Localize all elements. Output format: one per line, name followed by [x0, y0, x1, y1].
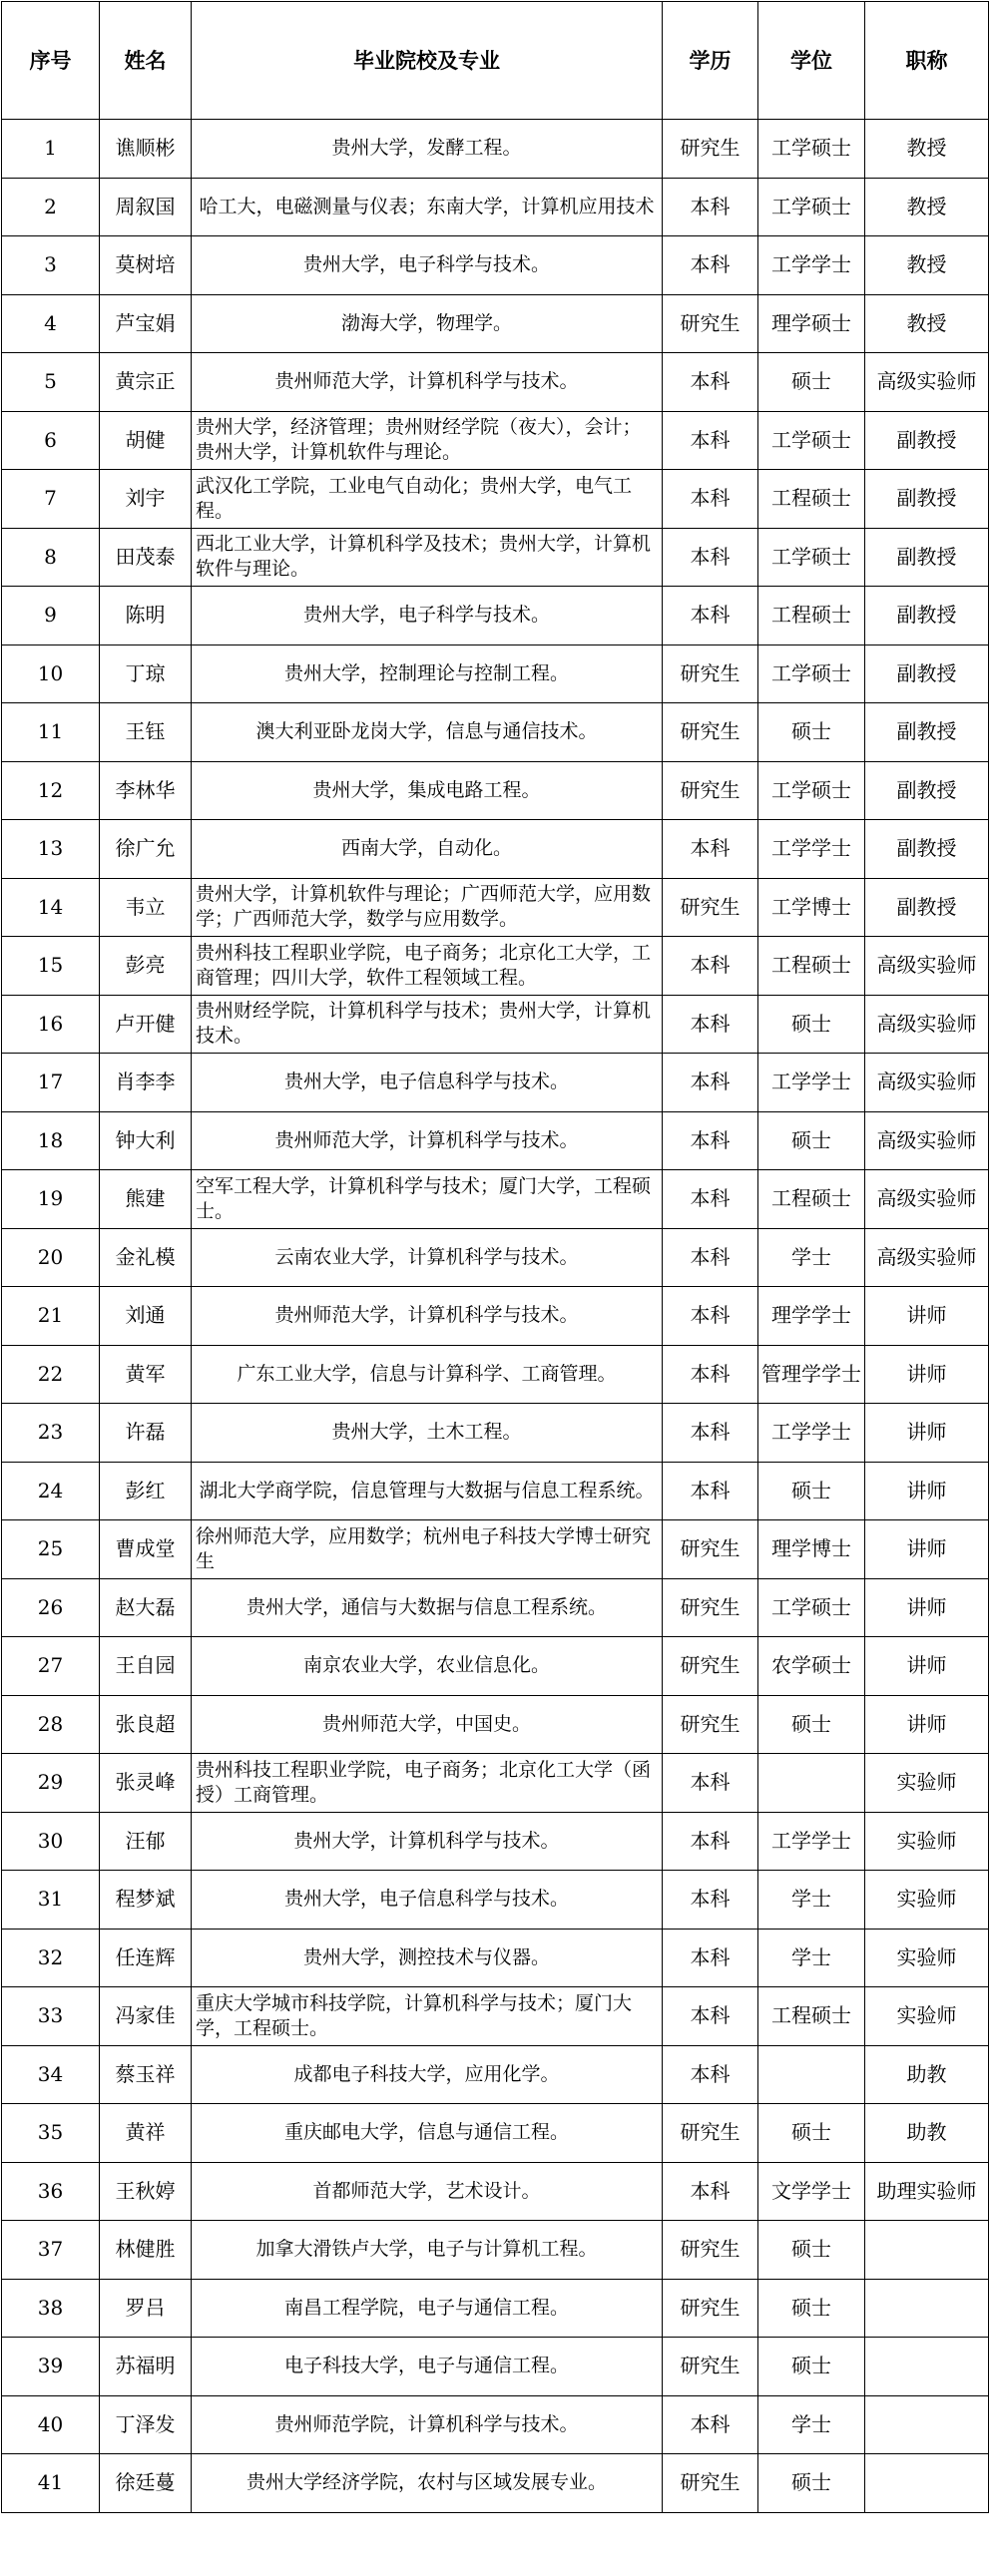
- cell-school: 重庆大学城市科技学院，计算机科学与技术；厦门大学，工程硕士。: [192, 1987, 663, 2046]
- cell-title: 教授: [865, 120, 989, 179]
- cell-degree: 学士: [758, 1871, 865, 1930]
- header-degree: 学位: [758, 2, 865, 120]
- cell-school: 云南农业大学，计算机科学与技术。: [192, 1228, 663, 1287]
- cell-title: 助教: [865, 2045, 989, 2104]
- cell-no: 39: [2, 2338, 100, 2396]
- cell-name: 钟大利: [100, 1111, 192, 1170]
- cell-name: 丁琼: [100, 644, 192, 703]
- cell-education: 本科: [663, 528, 758, 587]
- table-row: [2, 878, 989, 937]
- cell-school: 西南大学，自动化。: [192, 820, 663, 879]
- table-row: [2, 294, 989, 353]
- cell-school: 贵州师范大学，计算机科学与技术。: [192, 1111, 663, 1170]
- cell-no: 10: [2, 644, 100, 703]
- cell-title: 讲师: [865, 1404, 989, 1463]
- cell-no: 38: [2, 2279, 100, 2338]
- table-row: [2, 1695, 989, 1754]
- cell-name: 徐广允: [100, 820, 192, 879]
- cell-no: 40: [2, 2395, 100, 2454]
- cell-education: 本科: [663, 2162, 758, 2221]
- cell-no: 18: [2, 1111, 100, 1170]
- cell-degree: 工程硕士: [758, 1987, 865, 2046]
- cell-title: 实验师: [865, 1812, 989, 1871]
- cell-school: 成都电子科技大学，应用化学。: [192, 2045, 663, 2104]
- table-row: [2, 2454, 989, 2513]
- cell-title: 讲师: [865, 1345, 989, 1404]
- cell-degree: 农学硕士: [758, 1637, 865, 1696]
- table-row: [2, 644, 989, 703]
- cell-name: 黄祥: [100, 2104, 192, 2163]
- cell-degree: 硕士: [758, 1462, 865, 1520]
- cell-title: 副教授: [865, 761, 989, 820]
- cell-name: 莫树培: [100, 236, 192, 295]
- cell-title: 高级实验师: [865, 1111, 989, 1170]
- cell-degree: 工学硕士: [758, 528, 865, 587]
- cell-school: 贵州科技工程职业学院，电子商务；北京化工大学（函授）工商管理。: [192, 1754, 663, 1813]
- cell-name: 周叙国: [100, 178, 192, 236]
- cell-name: 田茂泰: [100, 528, 192, 587]
- cell-education: 本科: [663, 178, 758, 236]
- cell-no: 26: [2, 1578, 100, 1637]
- cell-no: 14: [2, 878, 100, 937]
- cell-education: 本科: [663, 1111, 758, 1170]
- cell-title: 讲师: [865, 1637, 989, 1696]
- cell-school: 哈工大，电磁测量与仪表；东南大学，计算机应用技术: [192, 178, 663, 236]
- cell-school: 贵州大学，测控技术与仪器。: [192, 1929, 663, 1987]
- cell-name: 彭红: [100, 1462, 192, 1520]
- cell-name: 陈明: [100, 587, 192, 645]
- cell-no: 17: [2, 1054, 100, 1112]
- cell-school: 贵州大学，经济管理；贵州财经学院（夜大），会计；贵州大学，计算机软件与理论。: [192, 411, 663, 470]
- cell-degree: 工学学士: [758, 1404, 865, 1463]
- cell-school: 南昌工程学院，电子与通信工程。: [192, 2279, 663, 2338]
- cell-name: 张灵峰: [100, 1754, 192, 1813]
- cell-education: 本科: [663, 1170, 758, 1229]
- cell-title: 副教授: [865, 878, 989, 937]
- table-row: [2, 2279, 989, 2338]
- cell-title: 讲师: [865, 1695, 989, 1754]
- cell-title: 副教授: [865, 703, 989, 762]
- cell-education: 研究生: [663, 1695, 758, 1754]
- cell-school: 徐州师范大学，应用数学；杭州电子科技大学博士研究生: [192, 1520, 663, 1579]
- cell-title: [865, 2395, 989, 2454]
- cell-degree: 硕士: [758, 2279, 865, 2338]
- cell-degree: 理学博士: [758, 1520, 865, 1579]
- cell-education: 研究生: [663, 294, 758, 353]
- cell-school: 贵州大学，电子科学与技术。: [192, 236, 663, 295]
- cell-name: 张良超: [100, 1695, 192, 1754]
- cell-degree: 工学博士: [758, 878, 865, 937]
- cell-education: 本科: [663, 587, 758, 645]
- cell-title: 副教授: [865, 644, 989, 703]
- cell-name: 任连辉: [100, 1929, 192, 1987]
- cell-name: 胡健: [100, 411, 192, 470]
- header-school: 毕业院校及专业: [192, 2, 663, 120]
- cell-no: 32: [2, 1929, 100, 1987]
- cell-degree: 理学硕士: [758, 294, 865, 353]
- header-name: 姓名: [100, 2, 192, 120]
- table-row: [2, 2338, 989, 2396]
- table-row: [2, 1462, 989, 1520]
- cell-name: 肖李李: [100, 1054, 192, 1112]
- cell-degree: 硕士: [758, 2221, 865, 2280]
- cell-education: 本科: [663, 1054, 758, 1112]
- cell-education: 本科: [663, 1345, 758, 1404]
- cell-education: 本科: [663, 1404, 758, 1463]
- cell-education: 本科: [663, 236, 758, 295]
- cell-school: 空军工程大学，计算机科学与技术；厦门大学，工程硕士。: [192, 1170, 663, 1229]
- cell-no: 36: [2, 2162, 100, 2221]
- cell-title: 教授: [865, 178, 989, 236]
- cell-title: 助理实验师: [865, 2162, 989, 2221]
- cell-education: 本科: [663, 470, 758, 529]
- cell-title: 实验师: [865, 1871, 989, 1930]
- cell-degree: 学士: [758, 1228, 865, 1287]
- table-body: [2, 120, 989, 2513]
- table-row: [2, 703, 989, 762]
- cell-no: 7: [2, 470, 100, 529]
- cell-education: 本科: [663, 1228, 758, 1287]
- cell-no: 29: [2, 1754, 100, 1813]
- cell-no: 23: [2, 1404, 100, 1463]
- cell-degree: 工学硕士: [758, 1578, 865, 1637]
- table-row: [2, 178, 989, 236]
- cell-no: 21: [2, 1287, 100, 1346]
- cell-degree: 硕士: [758, 2338, 865, 2396]
- cell-school: 电子科技大学，电子与通信工程。: [192, 2338, 663, 2396]
- cell-education: 研究生: [663, 2338, 758, 2396]
- header-row: [2, 2, 989, 120]
- cell-education: 本科: [663, 1871, 758, 1930]
- cell-name: 韦立: [100, 878, 192, 937]
- cell-title: 高级实验师: [865, 353, 989, 412]
- cell-school: 贵州大学，电子科学与技术。: [192, 587, 663, 645]
- cell-education: 本科: [663, 1812, 758, 1871]
- cell-education: 本科: [663, 820, 758, 879]
- cell-name: 丁泽发: [100, 2395, 192, 2454]
- cell-title: 高级实验师: [865, 1054, 989, 1112]
- cell-name: 林健胜: [100, 2221, 192, 2280]
- cell-degree: 工学硕士: [758, 761, 865, 820]
- cell-degree: 学士: [758, 1929, 865, 1987]
- cell-school: 贵州师范大学，计算机科学与技术。: [192, 353, 663, 412]
- cell-title: 副教授: [865, 411, 989, 470]
- cell-education: 研究生: [663, 703, 758, 762]
- cell-school: 渤海大学，物理学。: [192, 294, 663, 353]
- cell-degree: 学士: [758, 2395, 865, 2454]
- cell-school: 湖北大学商学院，信息管理与大数据与信息工程系统。: [192, 1462, 663, 1520]
- cell-title: 讲师: [865, 1287, 989, 1346]
- cell-school: 贵州师范大学，计算机科学与技术。: [192, 1287, 663, 1346]
- cell-no: 12: [2, 761, 100, 820]
- table-row: [2, 1404, 989, 1463]
- table-row: [2, 1170, 989, 1229]
- cell-no: 31: [2, 1871, 100, 1930]
- table-row: [2, 1754, 989, 1813]
- table-row: [2, 2221, 989, 2280]
- table-row: [2, 1345, 989, 1404]
- header-title: 职称: [865, 2, 989, 120]
- cell-degree: 工学硕士: [758, 178, 865, 236]
- cell-education: 本科: [663, 1462, 758, 1520]
- cell-title: [865, 2279, 989, 2338]
- cell-degree: 工程硕士: [758, 470, 865, 529]
- cell-name: 徐廷蔓: [100, 2454, 192, 2513]
- cell-degree: 硕士: [758, 1695, 865, 1754]
- table-row: [2, 2395, 989, 2454]
- table-row: [2, 236, 989, 295]
- header-no: 序号: [2, 2, 100, 120]
- cell-degree: 硕士: [758, 1111, 865, 1170]
- cell-school: 广东工业大学，信息与计算科学、工商管理。: [192, 1345, 663, 1404]
- cell-no: 33: [2, 1987, 100, 2046]
- cell-school: 贵州大学，发酵工程。: [192, 120, 663, 179]
- cell-degree: 硕士: [758, 995, 865, 1054]
- cell-education: 研究生: [663, 1520, 758, 1579]
- cell-degree: 工程硕士: [758, 587, 865, 645]
- cell-degree: 理学学士: [758, 1287, 865, 1346]
- cell-title: 高级实验师: [865, 937, 989, 996]
- cell-school: 贵州大学，计算机科学与技术。: [192, 1812, 663, 1871]
- cell-no: 5: [2, 353, 100, 412]
- cell-degree: 工学硕士: [758, 411, 865, 470]
- cell-no: 22: [2, 1345, 100, 1404]
- cell-school: 贵州财经学院，计算机科学与技术；贵州大学，计算机技术。: [192, 995, 663, 1054]
- cell-name: 许磊: [100, 1404, 192, 1463]
- cell-name: 汪郁: [100, 1812, 192, 1871]
- cell-title: 副教授: [865, 470, 989, 529]
- cell-school: 贵州大学，集成电路工程。: [192, 761, 663, 820]
- cell-title: 实验师: [865, 1987, 989, 2046]
- cell-no: 25: [2, 1520, 100, 1579]
- staff-table: [1, 1, 989, 2513]
- table-row: [2, 120, 989, 179]
- cell-no: 9: [2, 587, 100, 645]
- cell-school: 贵州大学，控制理论与控制工程。: [192, 644, 663, 703]
- table-row: [2, 1287, 989, 1346]
- cell-no: 2: [2, 178, 100, 236]
- cell-no: 8: [2, 528, 100, 587]
- cell-title: 实验师: [865, 1929, 989, 1987]
- cell-title: 高级实验师: [865, 995, 989, 1054]
- cell-title: 实验师: [865, 1754, 989, 1813]
- cell-education: 本科: [663, 353, 758, 412]
- table-row: [2, 2104, 989, 2163]
- table-row: [2, 2162, 989, 2221]
- table-row: [2, 2045, 989, 2104]
- cell-school: 贵州大学经济学院，农村与区域发展专业。: [192, 2454, 663, 2513]
- table-row: [2, 353, 989, 412]
- cell-title: 助教: [865, 2104, 989, 2163]
- cell-school: 贵州师范大学，中国史。: [192, 1695, 663, 1754]
- cell-name: 曹成堂: [100, 1520, 192, 1579]
- cell-name: 冯家佳: [100, 1987, 192, 2046]
- cell-no: 6: [2, 411, 100, 470]
- cell-education: 本科: [663, 1987, 758, 2046]
- cell-name: 程梦斌: [100, 1871, 192, 1930]
- cell-degree: [758, 1754, 865, 1813]
- table-row: [2, 1637, 989, 1696]
- cell-degree: 工学学士: [758, 1812, 865, 1871]
- cell-name: 谯顺彬: [100, 120, 192, 179]
- table-row: [2, 1578, 989, 1637]
- cell-no: 3: [2, 236, 100, 295]
- cell-education: 研究生: [663, 644, 758, 703]
- table-row: [2, 1929, 989, 1987]
- cell-school: 贵州科技工程职业学院，电子商务；北京化工大学，工商管理；四川大学，软件工程领域工程。: [192, 937, 663, 996]
- cell-degree: 工学硕士: [758, 120, 865, 179]
- cell-name: 王秋婷: [100, 2162, 192, 2221]
- cell-no: 4: [2, 294, 100, 353]
- cell-degree: 硕士: [758, 703, 865, 762]
- cell-school: 贵州大学，土木工程。: [192, 1404, 663, 1463]
- cell-no: 24: [2, 1462, 100, 1520]
- cell-education: 本科: [663, 1754, 758, 1813]
- table-row: [2, 995, 989, 1054]
- cell-title: 副教授: [865, 587, 989, 645]
- table-row: [2, 1228, 989, 1287]
- cell-name: 赵大磊: [100, 1578, 192, 1637]
- cell-education: 本科: [663, 1287, 758, 1346]
- cell-education: 研究生: [663, 2279, 758, 2338]
- cell-name: 王钰: [100, 703, 192, 762]
- table-row: [2, 937, 989, 996]
- cell-school: 贵州大学，通信与大数据与信息工程系统。: [192, 1578, 663, 1637]
- cell-education: 本科: [663, 1929, 758, 1987]
- table-row: [2, 411, 989, 470]
- cell-school: 澳大利亚卧龙岗大学，信息与通信技术。: [192, 703, 663, 762]
- cell-degree: [758, 2045, 865, 2104]
- cell-title: 讲师: [865, 1520, 989, 1579]
- cell-education: 研究生: [663, 878, 758, 937]
- cell-school: 首都师范大学，艺术设计。: [192, 2162, 663, 2221]
- header-education: 学历: [663, 2, 758, 120]
- table-row: [2, 1871, 989, 1930]
- cell-degree: 硕士: [758, 2104, 865, 2163]
- cell-title: 讲师: [865, 1462, 989, 1520]
- cell-name: 刘宇: [100, 470, 192, 529]
- cell-school: 贵州大学，计算机软件与理论；广西师范大学，应用数学；广西师范大学，数学与应用数学。: [192, 878, 663, 937]
- cell-title: [865, 2338, 989, 2396]
- cell-school: 西北工业大学，计算机科学及技术；贵州大学，计算机软件与理论。: [192, 528, 663, 587]
- cell-no: 13: [2, 820, 100, 879]
- cell-school: 南京农业大学，农业信息化。: [192, 1637, 663, 1696]
- cell-name: 罗吕: [100, 2279, 192, 2338]
- cell-degree: 管理学学士: [758, 1345, 865, 1404]
- cell-name: 苏福明: [100, 2338, 192, 2396]
- cell-no: 19: [2, 1170, 100, 1229]
- cell-title: 教授: [865, 294, 989, 353]
- cell-education: 本科: [663, 2045, 758, 2104]
- cell-title: [865, 2221, 989, 2280]
- cell-education: 研究生: [663, 2104, 758, 2163]
- cell-name: 彭亮: [100, 937, 192, 996]
- cell-name: 金礼模: [100, 1228, 192, 1287]
- cell-name: 卢开健: [100, 995, 192, 1054]
- table-row: [2, 1111, 989, 1170]
- cell-title: 高级实验师: [865, 1228, 989, 1287]
- cell-degree: 硕士: [758, 353, 865, 412]
- cell-school: 贵州大学，电子信息科学与技术。: [192, 1054, 663, 1112]
- cell-degree: 工程硕士: [758, 937, 865, 996]
- cell-degree: 工学学士: [758, 820, 865, 879]
- cell-education: 本科: [663, 411, 758, 470]
- cell-no: 30: [2, 1812, 100, 1871]
- cell-degree: 工学学士: [758, 236, 865, 295]
- cell-degree: 工学硕士: [758, 644, 865, 703]
- cell-education: 研究生: [663, 1578, 758, 1637]
- table-row: [2, 761, 989, 820]
- cell-school: 加拿大滑铁卢大学，电子与计算机工程。: [192, 2221, 663, 2280]
- table-row: [2, 1812, 989, 1871]
- cell-degree: 文学学士: [758, 2162, 865, 2221]
- cell-no: 27: [2, 1637, 100, 1696]
- cell-no: 37: [2, 2221, 100, 2280]
- table-row: [2, 1054, 989, 1112]
- cell-education: 研究生: [663, 120, 758, 179]
- cell-title: 高级实验师: [865, 1170, 989, 1229]
- cell-name: 黄宗正: [100, 353, 192, 412]
- table-row: [2, 587, 989, 645]
- cell-degree: 硕士: [758, 2454, 865, 2513]
- cell-no: 28: [2, 1695, 100, 1754]
- cell-no: 16: [2, 995, 100, 1054]
- cell-name: 熊建: [100, 1170, 192, 1229]
- cell-school: 重庆邮电大学，信息与通信工程。: [192, 2104, 663, 2163]
- cell-name: 李林华: [100, 761, 192, 820]
- cell-name: 蔡玉祥: [100, 2045, 192, 2104]
- cell-degree: 工学学士: [758, 1054, 865, 1112]
- cell-name: 王自园: [100, 1637, 192, 1696]
- cell-no: 41: [2, 2454, 100, 2513]
- cell-name: 芦宝娟: [100, 294, 192, 353]
- cell-name: 黄军: [100, 1345, 192, 1404]
- cell-no: 34: [2, 2045, 100, 2104]
- cell-no: 15: [2, 937, 100, 996]
- cell-no: 20: [2, 1228, 100, 1287]
- cell-school: 武汉化工学院，工业电气自动化；贵州大学，电气工程。: [192, 470, 663, 529]
- cell-no: 1: [2, 120, 100, 179]
- table-row: [2, 470, 989, 529]
- table-row: [2, 528, 989, 587]
- cell-title: [865, 2454, 989, 2513]
- cell-no: 11: [2, 703, 100, 762]
- cell-education: 本科: [663, 937, 758, 996]
- table-row: [2, 1987, 989, 2046]
- cell-no: 35: [2, 2104, 100, 2163]
- cell-education: 研究生: [663, 2454, 758, 2513]
- cell-name: 刘通: [100, 1287, 192, 1346]
- cell-school: 贵州师范学院，计算机科学与技术。: [192, 2395, 663, 2454]
- table-row: [2, 820, 989, 879]
- cell-education: 研究生: [663, 2221, 758, 2280]
- cell-education: 本科: [663, 2395, 758, 2454]
- cell-education: 本科: [663, 995, 758, 1054]
- cell-title: 教授: [865, 236, 989, 295]
- cell-education: 研究生: [663, 761, 758, 820]
- table-row: [2, 1520, 989, 1579]
- cell-title: 讲师: [865, 1578, 989, 1637]
- cell-education: 研究生: [663, 1637, 758, 1696]
- cell-title: 副教授: [865, 528, 989, 587]
- cell-degree: 工程硕士: [758, 1170, 865, 1229]
- cell-title: 副教授: [865, 820, 989, 879]
- cell-school: 贵州大学，电子信息科学与技术。: [192, 1871, 663, 1930]
